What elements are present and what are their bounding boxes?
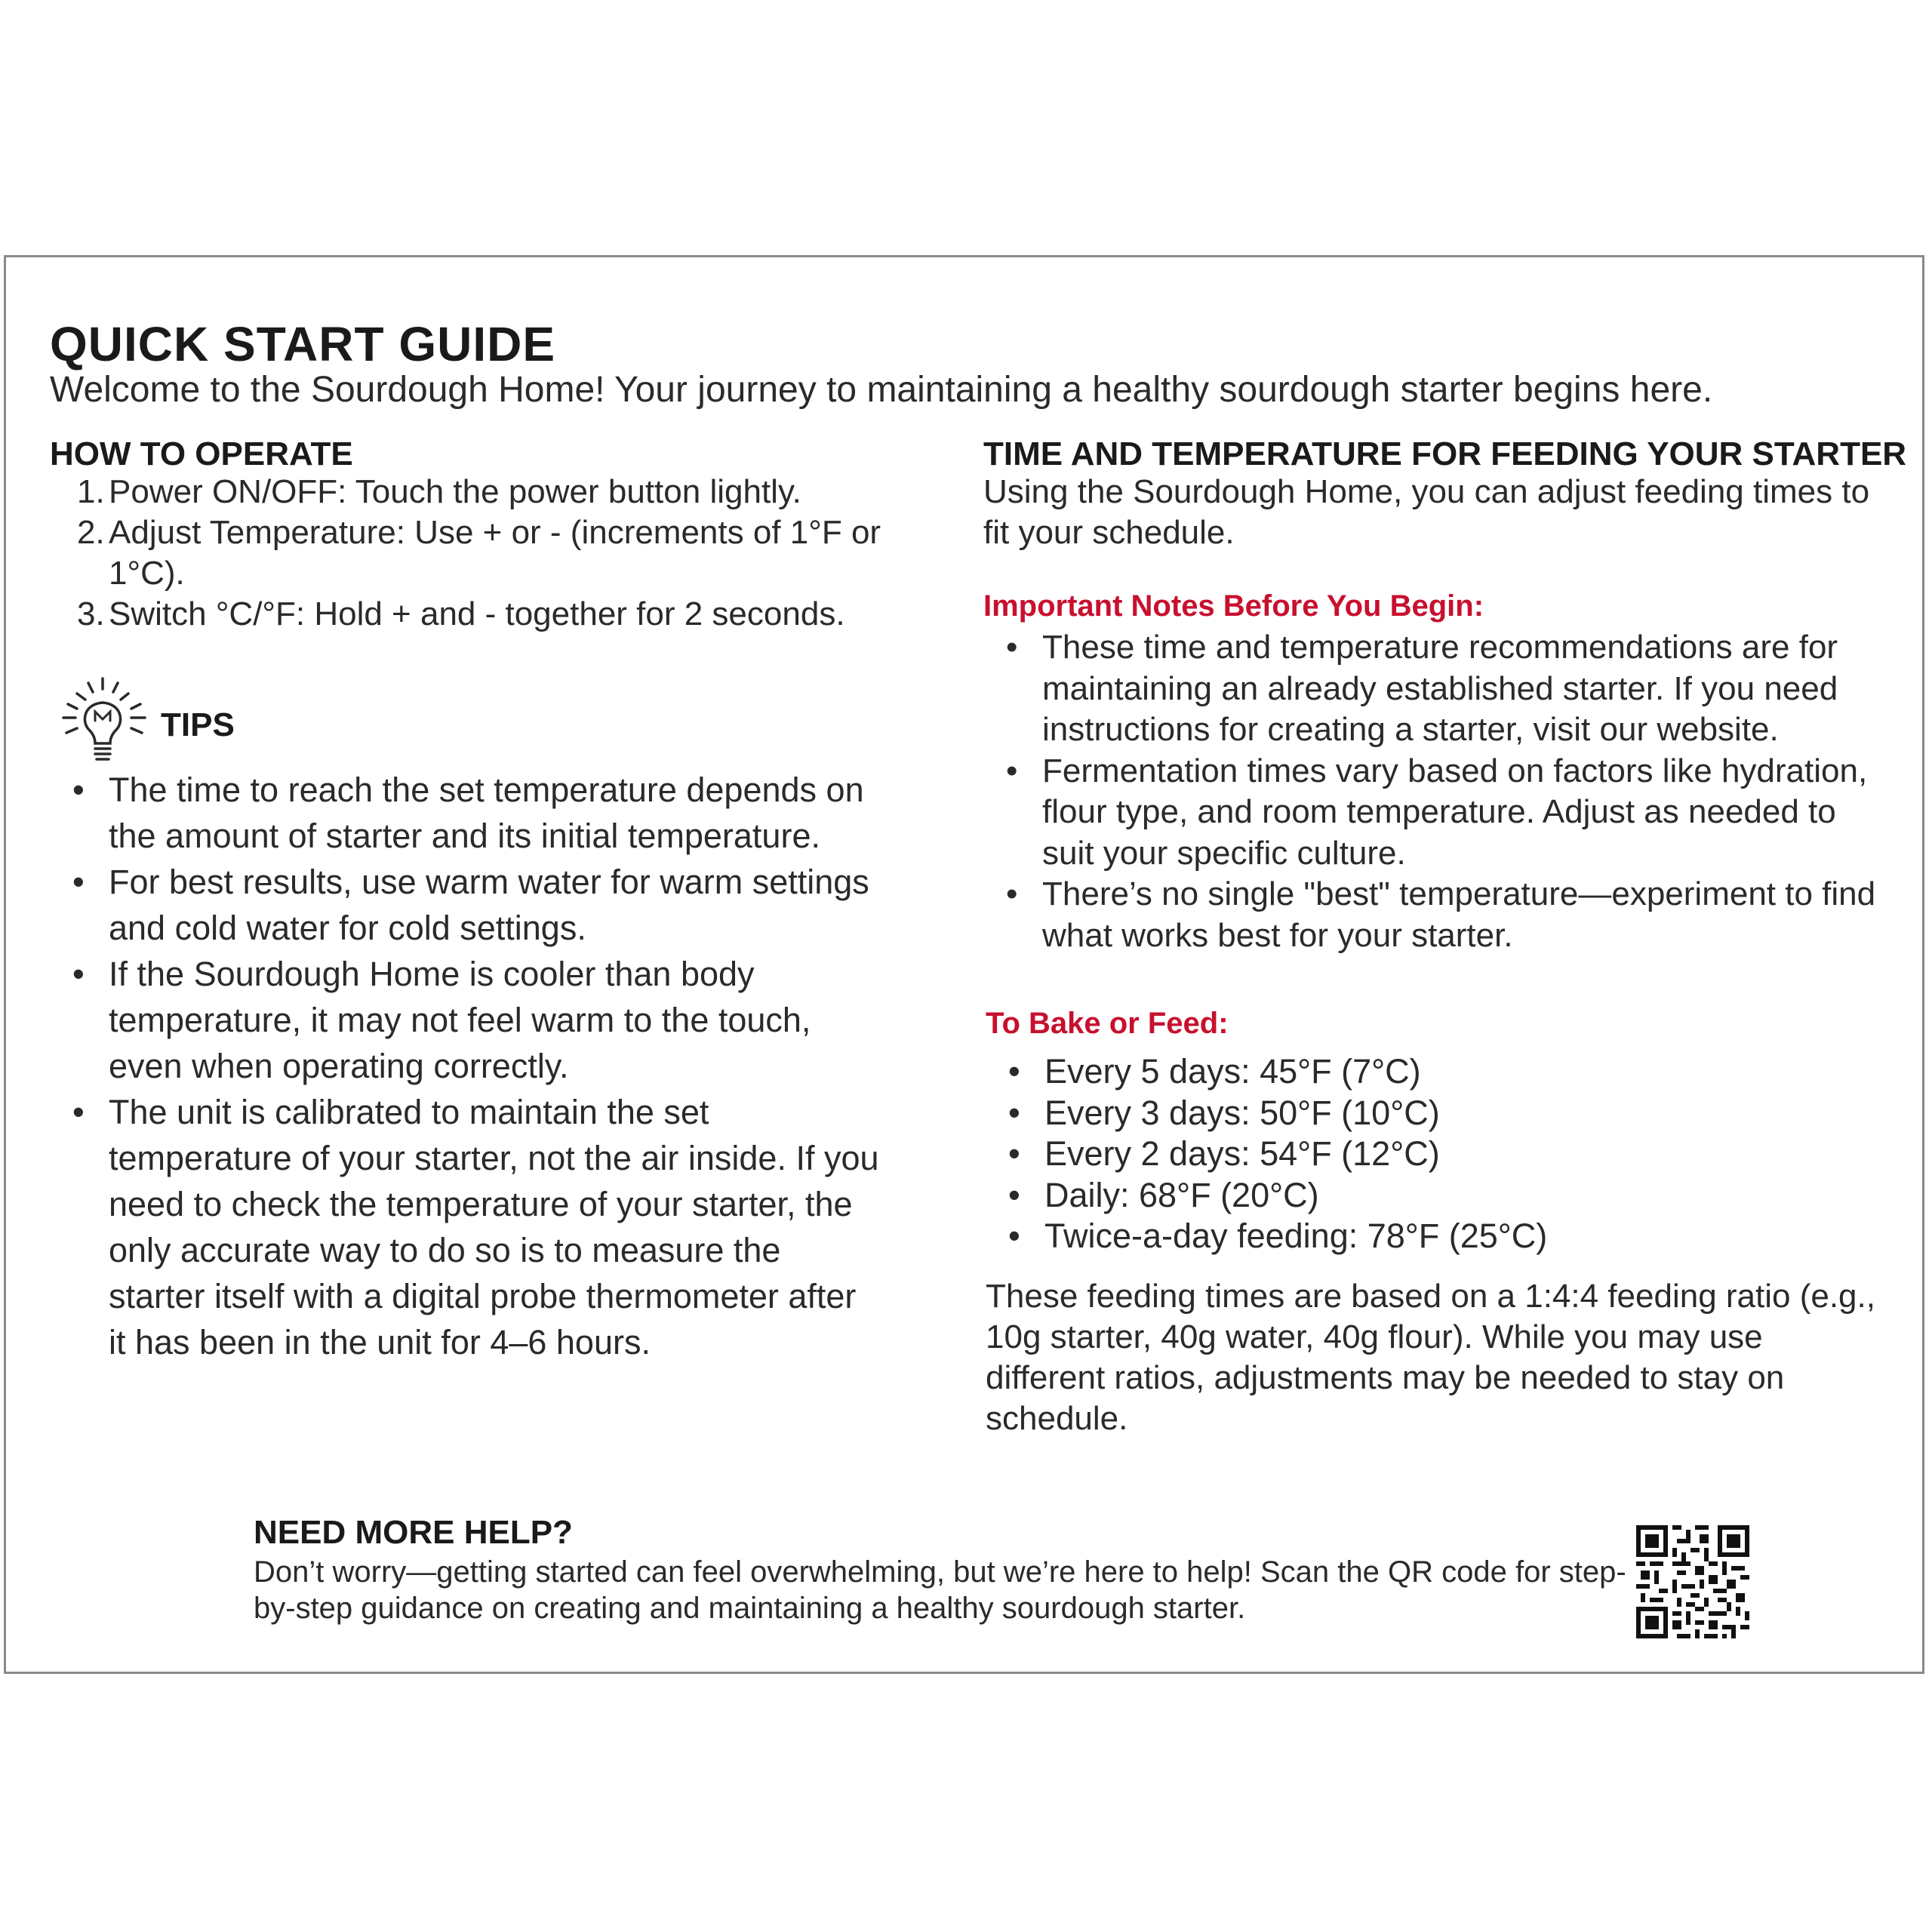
feeding-heading: TIME AND TEMPERATURE FOR FEEDING YOUR STARTER bbox=[983, 435, 1907, 472]
qr-code-icon[interactable] bbox=[1636, 1525, 1749, 1638]
page-title: QUICK START GUIDE bbox=[50, 317, 556, 371]
quick-start-card bbox=[4, 255, 1924, 1674]
intro-text: Welcome to the Sourdough Home! Your journey to maintaining a healthy sourdough starter begins here. bbox=[50, 370, 1713, 410]
tip-item: • The time to reach the set temperature depends on the amount of starter and its initial temperature. bbox=[50, 767, 880, 859]
schedule-item: • Twice-a-day feeding: 78°F (25°C) bbox=[986, 1216, 1899, 1257]
note-item: • These time and temperature recommendations are for maintaining an already established starter. If you need instructions for creating a starter, visit our website. bbox=[983, 627, 1897, 751]
schedule-list bbox=[986, 1051, 1899, 1257]
note-item: • There’s no single "best" temperature—experiment to find what works best for your starter. bbox=[983, 874, 1897, 956]
tip-item: • If the Sourdough Home is cooler than body temperature, it may not feel warm to the touch, even when operating correctly. bbox=[50, 951, 880, 1089]
schedule-heading: To Bake or Feed: bbox=[986, 1007, 1229, 1040]
feeding-intro: Using the Sourdough Home, you can adjust feeding times to fit your schedule. bbox=[983, 473, 1870, 551]
how-to-operate-heading: HOW TO OPERATE bbox=[50, 435, 353, 472]
note-item: • Fermentation times vary based on factors like hydration, flour type, and room temperature. Adjust as needed to suit your specific culture. bbox=[983, 751, 1897, 875]
tip-item: • For best results, use warm water for warm settings and cold water for cold settings. bbox=[50, 859, 880, 951]
schedule-item: • Daily: 68°F (20°C) bbox=[986, 1175, 1899, 1217]
schedule-item: • Every 2 days: 54°F (12°C) bbox=[986, 1134, 1899, 1175]
schedule-item: • Every 5 days: 45°F (7°C) bbox=[986, 1051, 1899, 1093]
operate-steps bbox=[50, 472, 903, 635]
notes-list bbox=[983, 627, 1897, 956]
tips-label: TIPS bbox=[161, 706, 235, 743]
help-text: Don’t worry—getting started can feel overwhelming, but we’re here to help! Scan the QR code for step-by-step guidance on creating and maintaining a healthy sourdough starter. bbox=[254, 1555, 1626, 1625]
operate-step: 1. Power ON/OFF: Touch the power button lightly. bbox=[77, 473, 801, 510]
notes-heading: Important Notes Before You Begin: bbox=[983, 589, 1484, 623]
operate-step: 3. Switch °C/°F: Hold + and - together for 2 seconds. bbox=[77, 595, 845, 632]
schedule-item: • Every 3 days: 50°F (10°C) bbox=[986, 1093, 1899, 1134]
tip-item: • The unit is calibrated to maintain the set temperature of your starter, not the air inside. If you need to check the temperature of your starter, the only accurate way to do so is to measure the starter itself with a digital probe thermometer after it has been in the unit for 4–6 hours. bbox=[50, 1089, 880, 1365]
ratio-note: These feeding times are based on a 1:4:4 feeding ratio (e.g., 10g starter, 40g water, 40g flour). While you may use different ratios, adjustments may be needed to stay on schedule. bbox=[986, 1278, 1875, 1437]
lightbulb-icon bbox=[56, 671, 154, 769]
operate-step: 2. Adjust Temperature: Use + or - (increments of 1°F or 1°C). bbox=[77, 514, 881, 592]
tips-list bbox=[50, 767, 880, 1365]
help-heading: NEED MORE HELP? bbox=[254, 1514, 573, 1551]
